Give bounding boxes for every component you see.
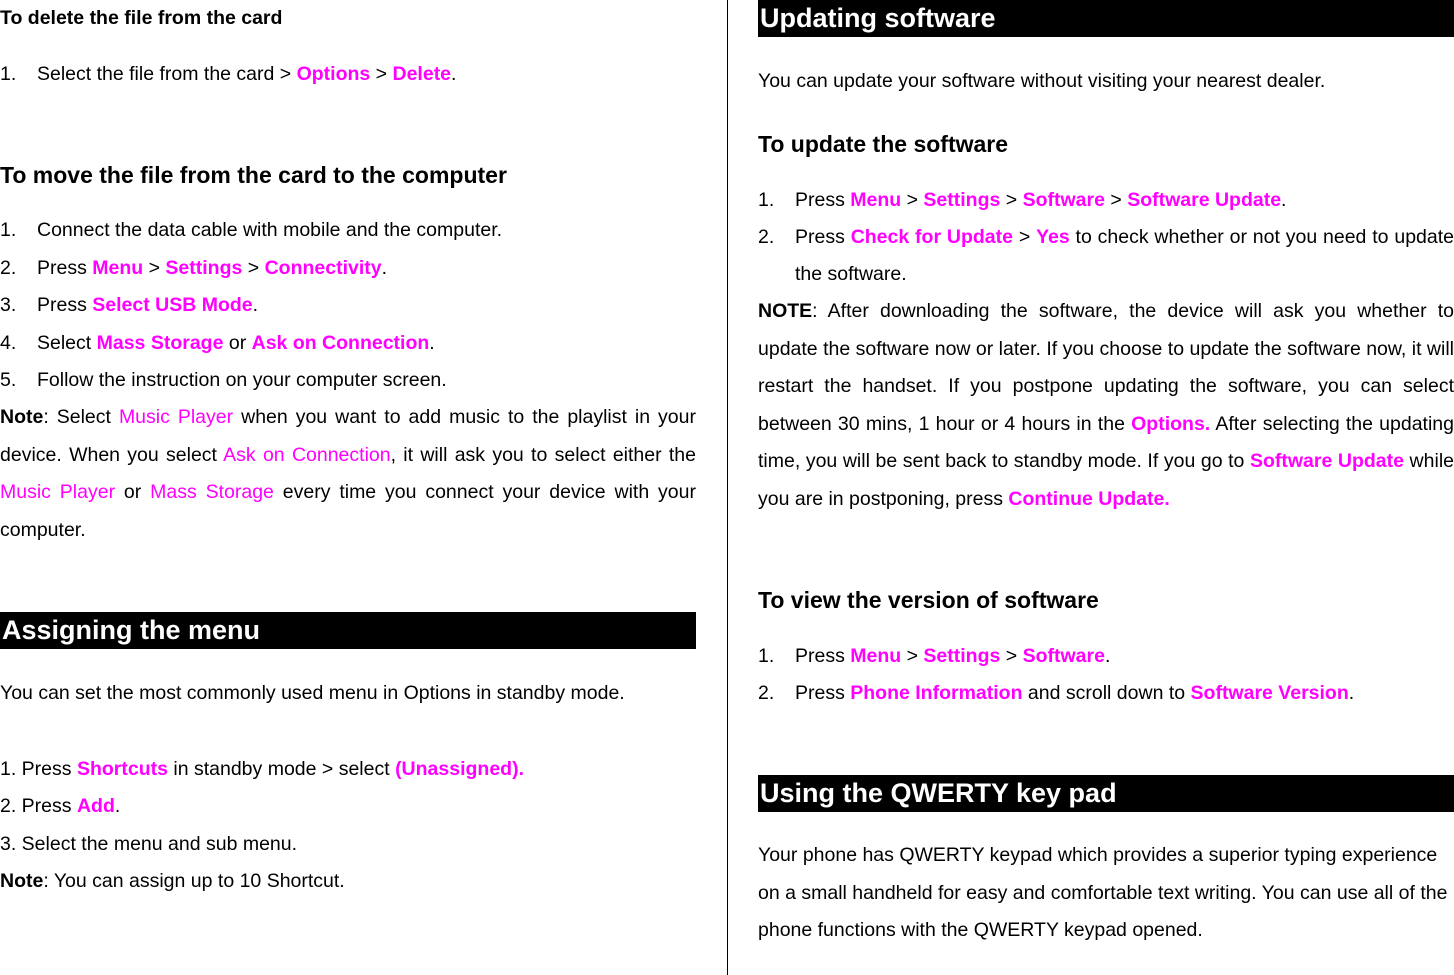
update-step: Press Menu > Settings > Software > Software Update. <box>795 189 1287 211</box>
delete-link: Delete <box>392 63 452 85</box>
move-step: Follow the instruction on your computer screen. <box>37 369 447 391</box>
software-update-link: Software Update <box>1127 189 1282 211</box>
delete-step: Select the file from the card > Options > Delete. <box>37 63 457 85</box>
software-link: Software <box>1022 189 1105 211</box>
menu-link: Menu <box>92 257 144 279</box>
move-step-number: 4. <box>0 332 17 354</box>
assign-step: 2. Press Add. <box>0 795 121 817</box>
update-step: Press Check for Update > Yes to check whether or not you need to update the software. <box>795 226 1454 285</box>
updating-software-banner: Updating software <box>758 0 1454 37</box>
move-step-number: 5. <box>0 369 17 391</box>
menu-link: Menu <box>850 645 902 667</box>
move-step: Press Select USB Mode. <box>37 294 259 316</box>
version-step-number: 2. <box>758 682 775 704</box>
select-usb-mode-link: Select USB Mode <box>92 294 253 316</box>
assign-note: Note: You can assign up to 10 Shortcut. <box>0 870 345 892</box>
update-note: NOTE: After downloading the software, the device will ask you whether to update the software now or later. If you choose to update the software now, it will restart the handset. If you postpone updating the software, you can select between 30 mins, 1 hour or 4 hours in the Options. After selecting the updating time, you will be sent back to standby mode. If you go to Software Update while you are in postponing, press Continue Update. <box>758 300 1454 510</box>
mass-storage-link: Mass Storage <box>96 332 224 354</box>
music-note: Note: Select Music Player when you want to add music to the playlist in your device. When you select Ask on Connection, it will ask you to select either the Music Player or Mass Storage every time you connect your device with your computer. <box>0 406 696 541</box>
update-step-number: 1. <box>758 189 775 211</box>
software-link: Software <box>1022 645 1105 667</box>
update-step-number: 2. <box>758 226 775 248</box>
ask-on-connection-link: Ask on Connection <box>251 332 430 354</box>
move-step: Select Mass Storage or Ask on Connection. <box>37 332 435 354</box>
unassigned-link: (Unassigned). <box>395 758 524 780</box>
move-step-number: 3. <box>0 294 17 316</box>
yes-link: Yes <box>1036 226 1070 248</box>
qwerty-text: Your phone has QWERTY keypad which provides a superior typing experience on a small handheld for easy and comfortable text writing. You can use all of the phone functions with the QWERTY keypad opened. <box>758 844 1448 941</box>
delete-heading: To delete the file from the card <box>0 7 283 29</box>
phone-information-link: Phone Information <box>850 682 1023 704</box>
move-heading: To move the file from the card to the computer <box>0 162 507 188</box>
qwerty-banner: Using the QWERTY key pad <box>758 775 1454 812</box>
options-link: Options <box>296 63 371 85</box>
shortcuts-link: Shortcuts <box>76 758 168 780</box>
settings-link: Settings <box>923 189 1001 211</box>
assign-menu-banner: Assigning the menu <box>0 612 696 649</box>
assign-step: 1. Press Shortcuts in standby mode > select (Unassigned). <box>0 758 524 780</box>
update-heading: To update the software <box>758 131 1009 157</box>
add-link: Add <box>76 795 115 817</box>
version-step: Press Menu > Settings > Software. <box>795 645 1111 667</box>
connectivity-link: Connectivity <box>264 257 382 279</box>
move-step-number: 1. <box>0 219 17 241</box>
assign-step: 3. Select the menu and sub menu. <box>0 833 298 855</box>
move-step: Press Menu > Settings > Connectivity. <box>37 257 388 279</box>
move-step-number: 2. <box>0 257 17 279</box>
settings-link: Settings <box>165 257 243 279</box>
software-version-link: Software Version <box>1190 682 1349 704</box>
menu-link: Menu <box>850 189 902 211</box>
delete-step-number: 1. <box>0 63 17 85</box>
update-intro: You can update your software without visiting your nearest dealer. <box>758 70 1326 92</box>
settings-link: Settings <box>923 645 1001 667</box>
move-step: Connect the data cable with mobile and the computer. <box>37 219 503 241</box>
column-divider <box>727 0 728 975</box>
version-heading: To view the version of software <box>758 587 1099 613</box>
assign-intro: You can set the most commonly used menu in Options in standby mode. <box>0 682 625 704</box>
version-step: Press Phone Information and scroll down to Software Version. <box>795 682 1355 704</box>
version-step-number: 1. <box>758 645 775 667</box>
check-for-update-link: Check for Update <box>850 226 1013 248</box>
